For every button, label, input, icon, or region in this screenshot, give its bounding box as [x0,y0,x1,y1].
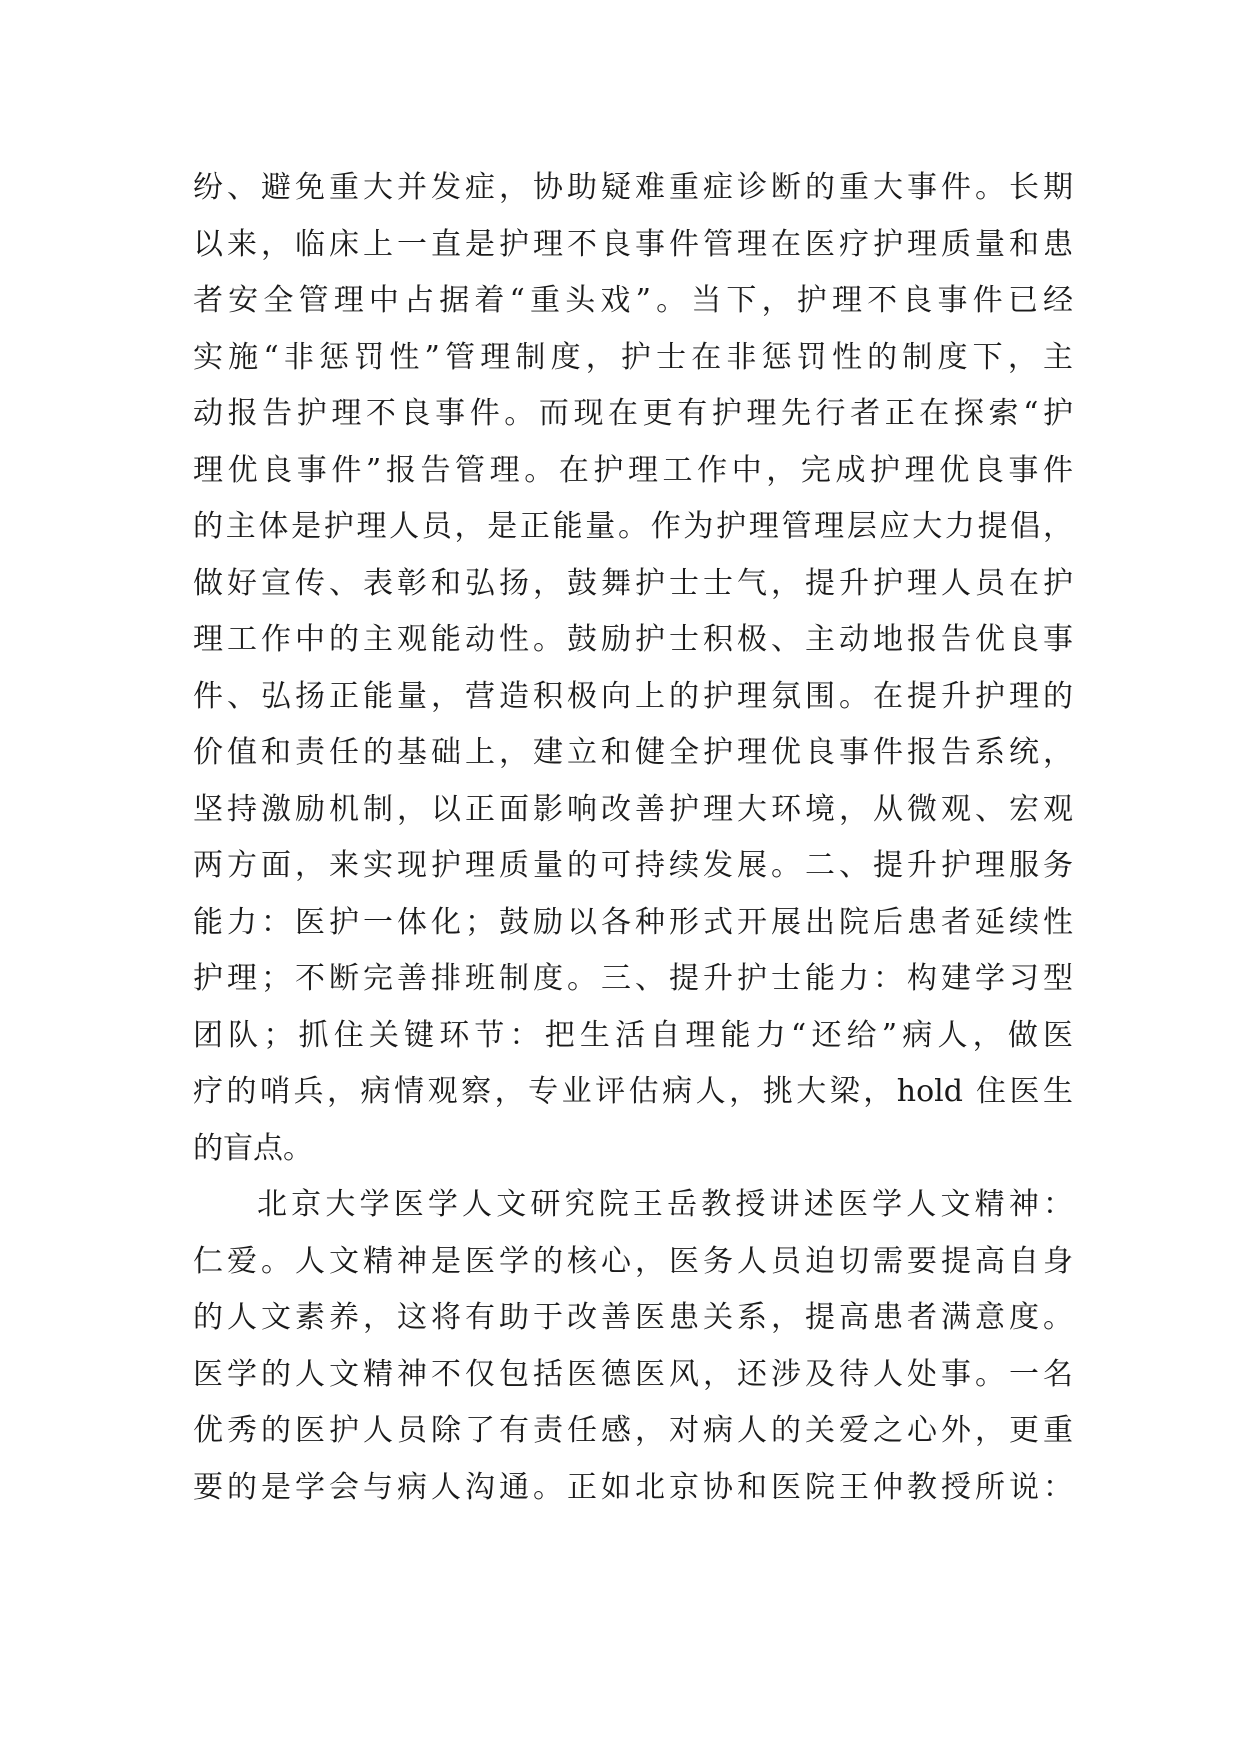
text-line: 疗的哨兵，病情观察，专业评估病人，挑大梁，hold 住医生 [193,1074,1073,1109]
text-line: 两方面，来实现护理质量的可持续发展。二、提升护理服务 [193,848,1073,883]
text-line: 坚持激励机制，以正面影响改善护理大环境，从微观、宏观 [193,791,1073,827]
text-line: 件、弘扬正能量，营造积极向上的护理氛围。在提升护理的 [193,678,1073,714]
text-line: 医学的人文精神不仅包括医德医风，还涉及待人处事。一名 [193,1356,1073,1392]
text-line: 以来，临床上一直是护理不良事件管理在医疗护理质量和患 [193,226,1073,262]
text-line: 的人文素养，这将有助于改善医患关系，提高患者满意度。 [193,1300,1073,1335]
text-line: 团队；抓住关键环节：把生活自理能力“还给”病人，做医 [193,1017,1073,1053]
text-line: 价值和责任的基础上，建立和健全护理优良事件报告系统， [193,735,1073,770]
text-line: 理工作中的主观能动性。鼓励护士积极、主动地报告优良事 [193,622,1073,657]
text-line: 实施“非惩罚性”管理制度，护士在非惩罚性的制度下，主 [193,339,1073,375]
text-line: 纷、避免重大并发症，协助疑难重症诊断的重大事件。长期 [193,170,1073,205]
text-line: 仁爱。人文精神是医学的核心，医务人员迫切需要提高自身 [193,1243,1073,1279]
body-text [193,160,1073,1516]
text-line: 的主体是护理人员，是正能量。作为护理管理层应大力提倡， [193,509,1073,544]
paragraph-2 [193,1177,1073,1516]
text-line: 做好宣传、表彰和弘扬，鼓舞护士士气，提升护理人员在护 [193,565,1073,601]
text-line: 理优良事件”报告管理。在护理工作中，完成护理优良事件 [193,452,1073,488]
paragraph-1 [193,160,1073,1177]
text-line: 北京大学医学人文研究院王岳教授讲述医学人文精神： [257,1187,1073,1222]
text-line: 动报告护理不良事件。而现在更有护理先行者正在探索“护 [193,396,1073,431]
text-line: 要的是学会与病人沟通。正如北京协和医院王仲教授所说： [193,1469,1073,1505]
text-line: 能力：医护一体化；鼓励以各种形式开展出院后患者延续性 [193,904,1073,940]
text-line: 优秀的医护人员除了有责任感，对病人的关爱之心外，更重 [193,1413,1073,1448]
text-line: 的盲点。 [193,1130,313,1166]
text-line: 护理；不断完善排班制度。三、提升护士能力：构建学习型 [193,961,1073,996]
text-line: 者安全管理中占据着“重头戏”。当下，护理不良事件已经 [193,283,1073,318]
